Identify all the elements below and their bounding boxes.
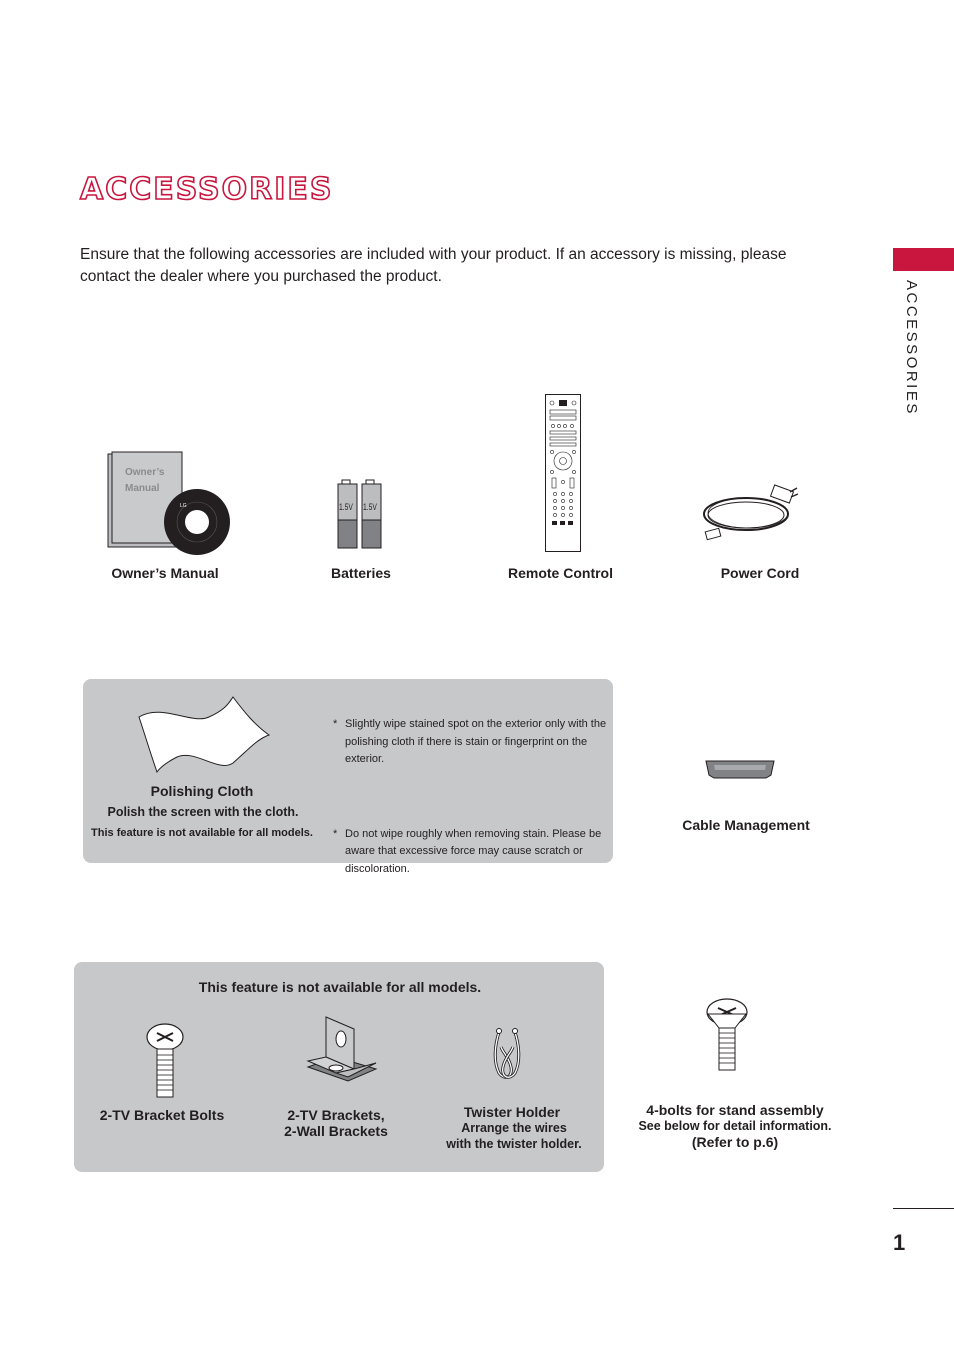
note-star-2: *: [333, 827, 338, 840]
note-star-1: *: [333, 718, 338, 730]
intro-text: Ensure that the following accessories are included with your product. If an accessory is missing, please contact the dealer where you purchased the product.: [80, 246, 787, 285]
cable-management-icon: [705, 758, 775, 780]
manual-book-text-2: Manual: [125, 483, 160, 494]
cable-management-label: Cable Management: [682, 817, 810, 833]
tv-bracket-icon: [306, 1015, 378, 1083]
tv-bracket-bolts-label: 2-TV Bracket Bolts: [99, 1107, 225, 1123]
polishing-note-2-text: Do not wipe roughly when removing stain. Please be aware that excessive force may cause scratch or discoloration.: [345, 827, 602, 875]
polishing-cloth-subtitle: Polish the screen with the cloth.: [107, 805, 299, 819]
polishing-note-1-text: Slightly wipe stained spot on the exterior only with the polishing cloth if there is stain or fingerprint on the exterior.: [345, 718, 607, 765]
manual-book-text-1: Owner’s: [125, 467, 165, 478]
polishing-cloth-title: Polishing Cloth: [150, 783, 254, 799]
brackets-availability: This feature is not available for all models.: [198, 979, 482, 995]
power-cord-label: Power Cord: [720, 565, 800, 581]
polishing-note-2: [333, 826, 613, 879]
battery-icon: [337, 480, 383, 550]
tv-brackets-label-1: 2-TV Brackets,: [287, 1107, 385, 1123]
svg-text:LG: LG: [180, 503, 187, 509]
remote-control-icon: [545, 394, 581, 552]
side-tab-label: ACCESSORIES: [903, 280, 920, 416]
owners-manual-label: Owner’s Manual: [111, 565, 219, 581]
twister-holder-icon: [491, 1027, 523, 1081]
power-cord-icon: [700, 484, 804, 544]
twister-holder-title: Twister Holder: [463, 1104, 561, 1120]
polishing-cloth-icon: [137, 695, 272, 775]
tv-brackets-label-2: 2-Wall Brackets: [284, 1123, 388, 1139]
polishing-cloth-availability: This feature is not available for all models.: [91, 827, 313, 839]
polishing-note-1: [333, 716, 613, 769]
page-number-rule: [893, 1208, 954, 1209]
owners-manual-illustration: [108, 452, 233, 557]
stand-bolt-icon: [705, 998, 749, 1072]
page-title: ACCESSORIES: [80, 172, 334, 207]
batteries-illustration: [337, 480, 383, 550]
remote-control-label: Remote Control: [508, 565, 613, 581]
twister-holder-desc-1: Arrange the wires: [461, 1121, 567, 1135]
battery-voltage-2: 1.5V: [363, 502, 377, 512]
remote-control-illustration: [545, 394, 581, 552]
stand-bolts-label: 4-bolts for stand assembly: [646, 1102, 824, 1118]
battery-voltage-1: 1.5V: [339, 502, 353, 512]
batteries-label: Batteries: [331, 565, 391, 581]
twister-holder-desc-2: with the twister holder.: [446, 1137, 582, 1151]
power-cord-illustration: [700, 484, 804, 544]
page-number: 1: [893, 1230, 906, 1255]
tv-bracket-bolt-icon: [145, 1023, 185, 1101]
stand-bolts-desc: See below for detail information.: [638, 1119, 832, 1133]
side-tab-marker: [893, 248, 954, 271]
stand-bolts-ref: (Refer to p.6): [691, 1134, 779, 1150]
